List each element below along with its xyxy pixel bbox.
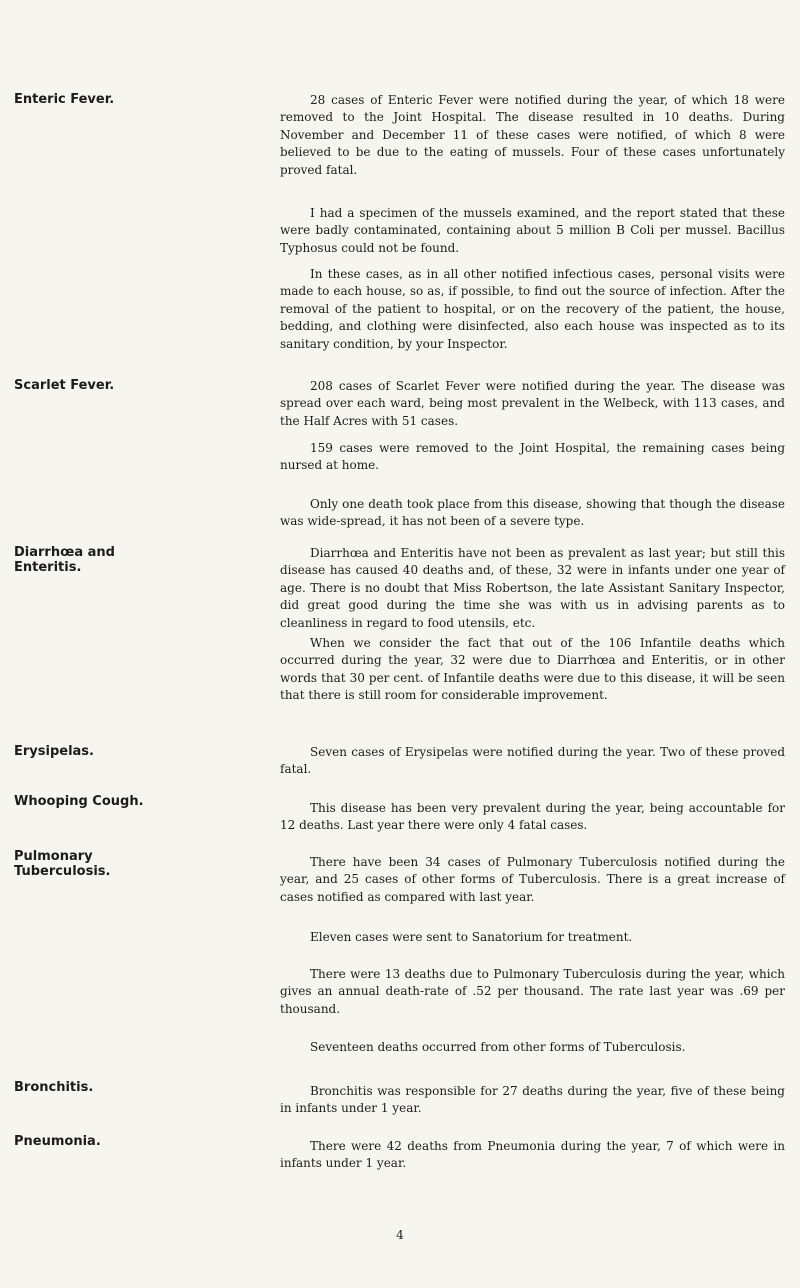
paragraph-diarrhoea-2: When we consider the fact that out of the 106 Infantile deaths which occurred during the year, 32 were due to Diarrhœa and Enteritis, or in other words that 30 per cent. of Infantile deaths were due to this disease, it will be seen that there is still room for considerable improvement. <box>280 636 785 703</box>
paragraph-bronchitis: Bronchitis was responsible for 27 deaths during the year, five of these being in infants under 1 year. <box>280 1084 785 1116</box>
heading-erysipelas: Erysipelas. <box>14 744 94 759</box>
paragraph-scarlet-1: 208 cases of Scarlet Fever were notified during the year. The disease was spread over each ward, being most prevalent in the Welbeck, with 113 cases, and the Half Acres with 51 cases. <box>280 379 785 428</box>
heading-bronchitis: Bronchitis. <box>14 1080 94 1095</box>
paragraph-erysipelas: Seven cases of Erysipelas were notified during the year. Two of these proved fatal. <box>280 745 785 777</box>
paragraph-pneumonia: There were 42 deaths from Pneumonia during the year, 7 of which were in infants under 1 year. <box>280 1139 785 1171</box>
heading-pneumonia: Pneumonia. <box>14 1134 101 1149</box>
paragraph-pulmonary-2: Eleven cases were sent to Sanatorium for treatment. <box>310 930 633 944</box>
paragraph-enteric-1: 28 cases of Enteric Fever were notified during the year, of which 18 were removed to the Joint Hospital. The disease resulted in 10 deaths. During November and December 11 of these cases were notified, of which 8 were believed to be due to the eating of mussels. Four of these cases unfortunately proved fatal. <box>280 93 785 177</box>
heading-enteric-fever: Enteric Fever. <box>14 92 115 107</box>
paragraph-whooping-cough: This disease has been very prevalent during the year, being accountable for 12 deaths. Last year there were only 4 fatal cases. <box>280 801 785 833</box>
paragraph-pulmonary-1: There have been 34 cases of Pulmonary Tuberculosis notified during the year, and 25 cases of other forms of Tuberculosis. There is a great increase of cases notified as compared with last year. <box>280 855 785 904</box>
heading-scarlet-fever: Scarlet Fever. <box>14 378 115 393</box>
paragraph-enteric-2: I had a specimen of the mussels examined, and the report stated that these were badly contaminated, containing about 5 million B Coli per mussel. Bacillus Typhosus could not be found. <box>280 206 785 255</box>
paragraph-scarlet-2: 159 cases were removed to the Joint Hospital, the remaining cases being nursed at home. <box>280 441 785 473</box>
page-number: 4 <box>396 1228 404 1242</box>
paragraph-enteric-3: In these cases, as in all other notified infectious cases, personal visits were made to each house, so as, if possible, to find out the source of infection. After the removal of the patient to hospital, or on the recovery of the patient, the house, bedding, and clothing were disinfected, also each house was inspected as to its sanitary condition, by your Inspector. <box>280 267 785 351</box>
paragraph-scarlet-3: Only one death took place from this disease, showing that though the disease was wide-spread, it has not been of a severe type. <box>280 497 785 529</box>
paragraph-pulmonary-3: There were 13 deaths due to Pulmonary Tuberculosis during the year, which gives an annual death-rate of .52 per thousand. The rate last year was .69 per thousand. <box>280 967 785 1016</box>
heading-whooping-cough: Whooping Cough. <box>14 794 144 809</box>
heading-pulmonary-tuberculosis: Pulmonary Tuberculosis. <box>14 849 111 879</box>
heading-diarrhoea-enteritis: Diarrhœa and Enteritis. <box>14 545 115 575</box>
paragraph-diarrhoea-1: Diarrhœa and Enteritis have not been as prevalent as last year; but still this disease has caused 40 deaths and, of these, 32 were in infants under one year of age. There is no doubt that Miss Robertson, the late Assistant Sanitary Inspector, did great good during the time she was with us in advising parents as to cleanliness in regard to food utensils, etc. <box>280 546 785 630</box>
paragraph-pulmonary-4: Seventeen deaths occurred from other forms of Tuberculosis. <box>310 1040 686 1054</box>
